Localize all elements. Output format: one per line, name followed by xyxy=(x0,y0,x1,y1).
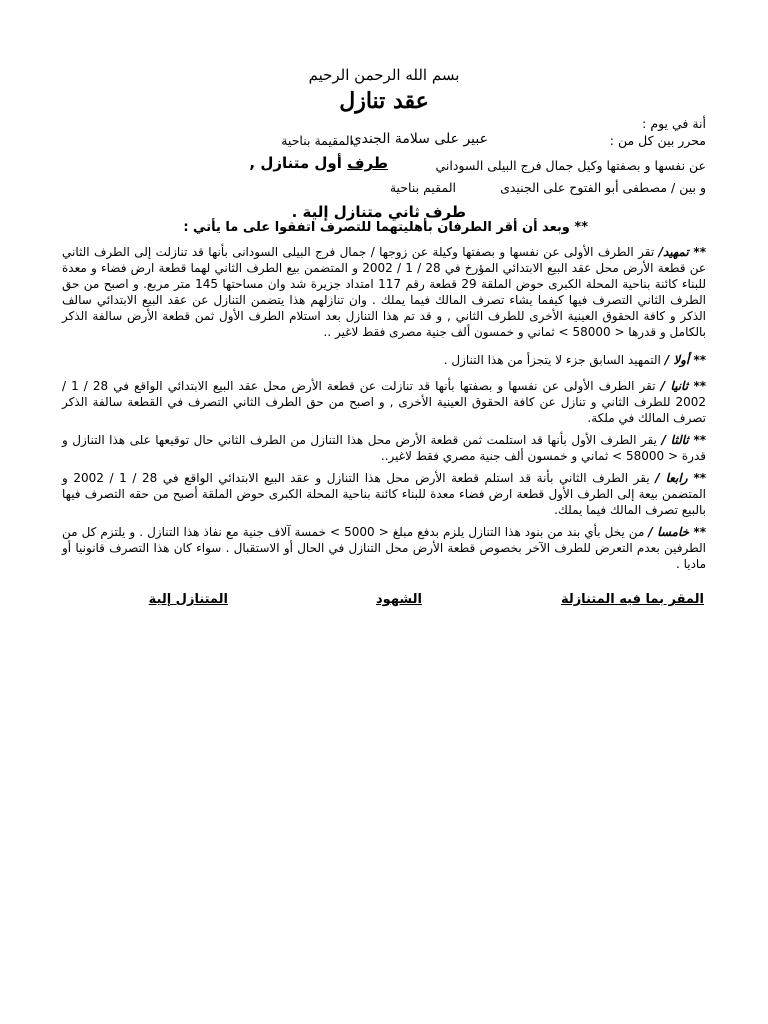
clause-second xyxy=(62,378,706,426)
signature-transferee: المتنازل إلية xyxy=(148,592,228,607)
signature-witnesses: الشهود xyxy=(376,592,422,607)
clause-lead: ** خامسا / xyxy=(648,525,706,539)
first-party-label-rest: أول متنازل , xyxy=(249,154,342,172)
first-party-name: عبير على سلامة الجندي xyxy=(350,131,488,147)
signature-acknowledging-party: المقر بما فيه المتنازلة xyxy=(560,592,704,607)
second-party-label: طرف ثاني متنازل إلية . xyxy=(291,203,466,221)
clause-lead: ** رابعا / xyxy=(655,471,707,485)
agent-line: عن نفسها و بصفتها وكيل جمال فرج البيلى السوداني xyxy=(435,158,706,173)
drafted-between-label: محرر بين كل من : xyxy=(609,133,706,148)
clause-third xyxy=(62,432,706,464)
clause-first xyxy=(62,352,706,368)
second-party-line: و بين / مصطفى أبو الفتوح على الجنيدى xyxy=(500,180,706,195)
clause-lead: ** ثانيا / xyxy=(660,379,706,393)
clause-lead: ** أولا / xyxy=(664,353,706,367)
clause-lead: ** ثالثا / xyxy=(661,433,707,447)
clause-text: التمهيد السابق جزء لا يتجزأ من هذا التنازل . xyxy=(443,353,661,367)
clause-text: من يخل بأي بند من بنود هذا التنازل يلزم بدفع مبلغ < 5000 > خمسة آلاف جنية مع نفاذ هذا التنازل . و يلتزم كل من الطرفين بعدم التعرض للطرف الآخر بخصوص قطعة الأرض محل التنازل في الحال أو الاستقبال . سواء كان هذا التصرف قانونيا أو ماديا . xyxy=(62,525,706,571)
date-line: أنة في يوم : xyxy=(642,116,706,131)
clause-text: تقر الطرف الأولى عن نفسها و بصفتها بأنها قد تنازلت عن قطعة الأرض محل عقد البيع الابتدائي الواقع في 28 / 1 / 2002 للطرف الثاني و تنازل عن كافة الحقوق العينية الأخرى , و اصبح من حق الطرف الثاني التصرف في القطعة سالفة الذكر تصرف المالك في ملكة. xyxy=(62,379,706,425)
clause-fourth xyxy=(62,470,706,518)
basmala: بسم الله الرحمن الرحيم xyxy=(308,66,460,84)
page-title: عقد تنازل xyxy=(339,88,429,114)
clause-lead: ** تمهيد/ xyxy=(658,245,706,259)
clause-text: يقر الطرف الأول بأنها قد استلمت ثمن قطعة الأرض محل هذا التنازل من الطرف الثاني حال توقيعها على هذا التنازل و قدرة < 58000 > ثماني و خمسون ألف جنية مصري فقط لاغير.. xyxy=(62,433,706,463)
clause-text: تقر الطرف الأولى عن نفسها و بصفتها وكيلة عن زوجها / جمال فرج البيلى السودانى بأنها قد تنازلت إلى الطرف الثاني عن قطعة الأرض محل عقد البيع الابتدائي المؤرخ في 28 / 1 / 2002 و المتضمن بيع الطرف الثاني لهما قطعة ارض فضاء و معدة للبناء كائنة بناحية المحلة الكبرى حوض الملقة 29 قطعة رقم 117 امتداد جزيرة شد وان مساحتها 145 متر مربع. و اصبح من حق الطرف الثاني التصرف فيها كيفما يشاء تصرف المالك فيما يملك . وان تنازلهم هذا يتضمن التنازل عن عقد البيع الابتدائي سالف الذكر و كافة الحقوق العينية الأخرى للطرف الثاني , و قد تم هذا التنازل بعد استلام الطرف الأول ثمن قطعة الأرض سالفة الذكر بالكامل و قدرها < 58000 > ثماني و خمسون ألف جنية مصرى فقط لاغير .. xyxy=(62,245,707,339)
intro-line: ** وبعد أن أقر الطرفان بأهليتهما للتصرف اتفقوا على ما يأتي : xyxy=(183,220,588,235)
second-party-residence: المقيم بناحية xyxy=(389,180,456,195)
first-party-label xyxy=(249,154,388,172)
clause-preamble xyxy=(62,244,706,340)
clause-text: يقر الطرف الثاني بأنة قد استلم قطعة الأرض محل هذا التنازل و عقد البيع الابتدائي الواقع في 28 / 1 / 2002 و المتضمن بيعة إلى الطرف الأول قطعة ارض فضاء معدة للبناء كائنة بناحية المحلة الكبرى حوض الملقة أصبح من حقه التصرف فيها بالبيع تصرف المالك فيما يملك. xyxy=(62,471,706,517)
first-party-residence: المقيمة بناحية xyxy=(281,133,353,148)
clause-fifth xyxy=(62,524,706,572)
first-party-label-word: طرف xyxy=(347,154,388,172)
